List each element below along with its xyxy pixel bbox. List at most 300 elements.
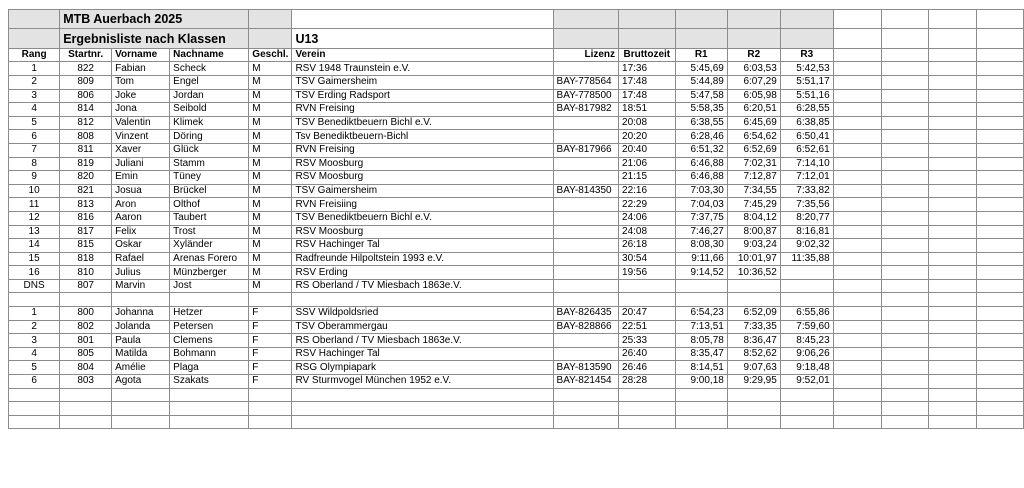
cell-verein[interactable]: RSV Moosburg — [292, 171, 553, 185]
cell[interactable] — [881, 171, 928, 185]
cell[interactable] — [881, 103, 928, 117]
cell-verein[interactable]: RSG Olympiapark — [292, 361, 553, 375]
cell[interactable] — [833, 307, 881, 321]
cell-startnr[interactable]: 818 — [60, 252, 112, 266]
cell[interactable] — [833, 375, 881, 389]
cell-r1[interactable]: 5:58,35 — [675, 103, 727, 117]
cell-bruttozeit[interactable]: 17:48 — [619, 89, 676, 103]
cell[interactable] — [976, 157, 1023, 171]
cell-lizenz[interactable]: BAY-813590 — [553, 361, 618, 375]
cell-vorname[interactable]: Xaver — [112, 143, 170, 157]
cell[interactable] — [292, 388, 553, 402]
cell-nachname[interactable]: Brückel — [170, 184, 249, 198]
cell-rang[interactable]: 6 — [9, 130, 60, 144]
cell[interactable] — [881, 89, 928, 103]
cell-geschl[interactable]: M — [249, 252, 292, 266]
cell[interactable] — [170, 415, 249, 429]
cell[interactable] — [9, 293, 60, 307]
cell[interactable] — [833, 48, 881, 62]
cell-nachname[interactable]: Olthof — [170, 198, 249, 212]
cell-r1[interactable]: 8:35,47 — [675, 347, 727, 361]
cell[interactable] — [675, 293, 727, 307]
cell-bruttozeit[interactable]: 17:48 — [619, 75, 676, 89]
cell-lizenz[interactable]: BAY-778564 — [553, 75, 618, 89]
cell[interactable] — [727, 293, 780, 307]
cell-vorname[interactable]: Agota — [112, 375, 170, 389]
cell[interactable] — [976, 116, 1023, 130]
cell-vorname[interactable]: Fabian — [112, 62, 170, 76]
cell-rang[interactable]: 5 — [9, 116, 60, 130]
cell[interactable] — [881, 388, 928, 402]
cell[interactable] — [928, 361, 976, 375]
cell[interactable] — [833, 415, 881, 429]
cell-r1[interactable]: 8:14,51 — [675, 361, 727, 375]
cell-nachname[interactable]: Döring — [170, 130, 249, 144]
cell-nachname[interactable]: Glück — [170, 143, 249, 157]
cell-rang[interactable]: 2 — [9, 320, 60, 334]
cell-geschl[interactable]: M — [249, 279, 292, 293]
cell[interactable] — [833, 171, 881, 185]
cell[interactable] — [833, 116, 881, 130]
cell[interactable] — [675, 388, 727, 402]
cell-bruttozeit[interactable]: 24:08 — [619, 225, 676, 239]
cell[interactable] — [881, 347, 928, 361]
cell-geschl[interactable]: M — [249, 198, 292, 212]
cell[interactable] — [976, 402, 1023, 416]
cell-geschl[interactable]: F — [249, 320, 292, 334]
cell-nachname[interactable]: Taubert — [170, 211, 249, 225]
cell-lizenz[interactable] — [553, 279, 618, 293]
cell-bruttozeit[interactable]: 30:54 — [619, 252, 676, 266]
cell-rang[interactable]: 14 — [9, 239, 60, 253]
cell[interactable] — [292, 402, 553, 416]
cell-rang[interactable]: 15 — [9, 252, 60, 266]
cell[interactable] — [112, 415, 170, 429]
cell-bruttozeit[interactable]: 28:28 — [619, 375, 676, 389]
cell[interactable] — [881, 130, 928, 144]
header-vorname[interactable]: Vorname — [112, 48, 170, 62]
cell[interactable] — [833, 184, 881, 198]
cell[interactable] — [780, 402, 833, 416]
cell-lizenz[interactable] — [553, 198, 618, 212]
cell[interactable] — [928, 266, 976, 280]
cell[interactable] — [881, 75, 928, 89]
cell[interactable] — [833, 334, 881, 348]
cell-vorname[interactable]: Rafael — [112, 252, 170, 266]
cell-startnr[interactable]: 800 — [60, 307, 112, 321]
header-rang[interactable]: Rang — [9, 48, 60, 62]
cell[interactable] — [976, 307, 1023, 321]
cell-vorname[interactable]: Julius — [112, 266, 170, 280]
cell-vorname[interactable]: Amélie — [112, 361, 170, 375]
cell[interactable] — [60, 415, 112, 429]
cell-vorname[interactable]: Marvin — [112, 279, 170, 293]
cell[interactable] — [928, 375, 976, 389]
cell-nachname[interactable]: Arenas Forero — [170, 252, 249, 266]
cell-r1[interactable]: 8:05,78 — [675, 334, 727, 348]
cell-r2[interactable]: 8:00,87 — [727, 225, 780, 239]
cell[interactable] — [112, 293, 170, 307]
cell[interactable] — [619, 29, 676, 48]
cell[interactable] — [928, 103, 976, 117]
cell-vorname[interactable]: Aaron — [112, 211, 170, 225]
cell-vorname[interactable]: Emin — [112, 171, 170, 185]
cell-r2[interactable] — [727, 279, 780, 293]
cell-lizenz[interactable]: BAY-821454 — [553, 375, 618, 389]
header-lizenz[interactable]: Lizenz — [553, 48, 618, 62]
cell-r3[interactable]: 9:18,48 — [780, 361, 833, 375]
cell[interactable] — [833, 402, 881, 416]
cell[interactable] — [881, 334, 928, 348]
cell-r2[interactable]: 8:04,12 — [727, 211, 780, 225]
cell[interactable] — [976, 388, 1023, 402]
cell-r1[interactable]: 7:04,03 — [675, 198, 727, 212]
cell[interactable] — [881, 293, 928, 307]
cell[interactable] — [619, 402, 676, 416]
cell-vorname[interactable]: Matilda — [112, 347, 170, 361]
cell[interactable] — [9, 415, 60, 429]
cell-bruttozeit[interactable]: 21:15 — [619, 171, 676, 185]
cell[interactable] — [833, 320, 881, 334]
cell[interactable] — [976, 62, 1023, 76]
cell-geschl[interactable]: M — [249, 266, 292, 280]
cell-r2[interactable]: 6:05,98 — [727, 89, 780, 103]
cell[interactable] — [881, 225, 928, 239]
cell[interactable] — [976, 198, 1023, 212]
cell-rang[interactable]: 3 — [9, 334, 60, 348]
class-label[interactable]: U13 — [292, 29, 553, 48]
cell-startnr[interactable]: 815 — [60, 239, 112, 253]
cell[interactable] — [780, 293, 833, 307]
cell[interactable] — [976, 10, 1023, 29]
cell[interactable] — [928, 171, 976, 185]
cell[interactable] — [881, 402, 928, 416]
cell-r2[interactable]: 6:45,69 — [727, 116, 780, 130]
cell[interactable] — [976, 334, 1023, 348]
cell-vorname[interactable]: Valentin — [112, 116, 170, 130]
cell-r1[interactable]: 7:03,30 — [675, 184, 727, 198]
cell-r3[interactable]: 6:55,86 — [780, 307, 833, 321]
cell-r2[interactable]: 6:07,29 — [727, 75, 780, 89]
cell[interactable] — [833, 388, 881, 402]
cell-bruttozeit[interactable]: 24:06 — [619, 211, 676, 225]
cell-bruttozeit[interactable]: 26:46 — [619, 361, 676, 375]
cell-bruttozeit[interactable]: 18:51 — [619, 103, 676, 117]
cell[interactable] — [619, 293, 676, 307]
cell-geschl[interactable]: M — [249, 75, 292, 89]
cell-geschl[interactable]: F — [249, 361, 292, 375]
cell-startnr[interactable]: 821 — [60, 184, 112, 198]
cell[interactable] — [675, 415, 727, 429]
cell[interactable] — [727, 10, 780, 29]
cell-r2[interactable]: 9:07,63 — [727, 361, 780, 375]
cell-geschl[interactable]: M — [249, 211, 292, 225]
cell-r1[interactable]: 6:28,46 — [675, 130, 727, 144]
cell-bruttozeit[interactable] — [619, 279, 676, 293]
cell-lizenz[interactable] — [553, 252, 618, 266]
cell-verein[interactable]: RVN Freising — [292, 143, 553, 157]
cell[interactable] — [976, 130, 1023, 144]
cell[interactable] — [833, 198, 881, 212]
cell[interactable] — [881, 307, 928, 321]
cell[interactable] — [928, 75, 976, 89]
cell[interactable] — [9, 388, 60, 402]
cell-startnr[interactable]: 810 — [60, 266, 112, 280]
cell-r3[interactable]: 7:12,01 — [780, 171, 833, 185]
cell-r2[interactable]: 8:36,47 — [727, 334, 780, 348]
cell-rang[interactable]: 1 — [9, 307, 60, 321]
cell[interactable] — [619, 415, 676, 429]
cell-rang[interactable]: 7 — [9, 143, 60, 157]
cell-r1[interactable]: 6:54,23 — [675, 307, 727, 321]
cell[interactable] — [976, 75, 1023, 89]
cell-startnr[interactable]: 820 — [60, 171, 112, 185]
cell[interactable] — [928, 157, 976, 171]
cell-rang[interactable]: 12 — [9, 211, 60, 225]
cell[interactable] — [928, 89, 976, 103]
cell[interactable] — [881, 361, 928, 375]
cell[interactable] — [833, 211, 881, 225]
cell[interactable] — [249, 415, 292, 429]
cell-nachname[interactable]: Münzberger — [170, 266, 249, 280]
cell[interactable] — [976, 211, 1023, 225]
cell-r2[interactable]: 7:12,87 — [727, 171, 780, 185]
cell-r1[interactable]: 7:37,75 — [675, 211, 727, 225]
cell[interactable] — [976, 184, 1023, 198]
cell[interactable] — [833, 143, 881, 157]
cell[interactable] — [833, 89, 881, 103]
cell-r3[interactable]: 7:33,82 — [780, 184, 833, 198]
cell[interactable] — [249, 388, 292, 402]
cell-startnr[interactable]: 817 — [60, 225, 112, 239]
cell[interactable] — [976, 225, 1023, 239]
cell-rang[interactable]: 5 — [9, 361, 60, 375]
cell[interactable] — [881, 198, 928, 212]
cell[interactable] — [928, 334, 976, 348]
cell[interactable] — [928, 307, 976, 321]
cell-startnr[interactable]: 801 — [60, 334, 112, 348]
cell-bruttozeit[interactable]: 19:56 — [619, 266, 676, 280]
sheet-title[interactable]: MTB Auerbach 2025 — [60, 10, 249, 29]
cell-bruttozeit[interactable]: 20:47 — [619, 307, 676, 321]
cell-r1[interactable]: 5:44,89 — [675, 75, 727, 89]
cell-geschl[interactable]: M — [249, 116, 292, 130]
cell-r1[interactable]: 9:11,66 — [675, 252, 727, 266]
cell-r3[interactable]: 5:42,53 — [780, 62, 833, 76]
cell[interactable] — [553, 293, 618, 307]
cell-r1[interactable]: 6:38,55 — [675, 116, 727, 130]
cell[interactable] — [833, 252, 881, 266]
cell[interactable] — [928, 347, 976, 361]
cell[interactable] — [881, 279, 928, 293]
cell-rang[interactable]: 4 — [9, 347, 60, 361]
cell-r2[interactable]: 6:03,53 — [727, 62, 780, 76]
cell[interactable] — [928, 252, 976, 266]
header-startnr[interactable]: Startnr. — [60, 48, 112, 62]
cell-r3[interactable]: 6:38,85 — [780, 116, 833, 130]
cell[interactable] — [881, 48, 928, 62]
cell-vorname[interactable]: Vinzent — [112, 130, 170, 144]
cell[interactable] — [928, 279, 976, 293]
cell[interactable] — [675, 402, 727, 416]
cell-nachname[interactable]: Jost — [170, 279, 249, 293]
cell[interactable] — [976, 171, 1023, 185]
cell[interactable] — [727, 415, 780, 429]
cell-startnr[interactable]: 809 — [60, 75, 112, 89]
cell-bruttozeit[interactable]: 25:33 — [619, 334, 676, 348]
cell-r2[interactable]: 6:20,51 — [727, 103, 780, 117]
cell[interactable] — [292, 10, 553, 29]
cell[interactable] — [833, 347, 881, 361]
cell[interactable] — [553, 10, 618, 29]
cell-startnr[interactable]: 819 — [60, 157, 112, 171]
cell-r3[interactable] — [780, 279, 833, 293]
cell-lizenz[interactable] — [553, 334, 618, 348]
cell[interactable] — [675, 29, 727, 48]
cell-lizenz[interactable] — [553, 266, 618, 280]
cell-lizenz[interactable] — [553, 157, 618, 171]
cell-rang[interactable]: 1 — [9, 62, 60, 76]
cell-nachname[interactable]: Seibold — [170, 103, 249, 117]
cell[interactable] — [881, 157, 928, 171]
cell-vorname[interactable]: Johanna — [112, 307, 170, 321]
cell[interactable] — [976, 103, 1023, 117]
cell-nachname[interactable]: Szakats — [170, 375, 249, 389]
cell[interactable] — [928, 29, 976, 48]
cell[interactable] — [249, 293, 292, 307]
cell[interactable] — [976, 347, 1023, 361]
cell-vorname[interactable]: Juliani — [112, 157, 170, 171]
cell[interactable] — [170, 293, 249, 307]
cell-lizenz[interactable]: BAY-817966 — [553, 143, 618, 157]
cell[interactable] — [881, 375, 928, 389]
cell-r1[interactable]: 7:13,51 — [675, 320, 727, 334]
cell[interactable] — [833, 10, 881, 29]
cell-verein[interactable]: RSV Moosburg — [292, 157, 553, 171]
cell[interactable] — [9, 402, 60, 416]
cell-nachname[interactable]: Jordan — [170, 89, 249, 103]
cell[interactable] — [9, 10, 60, 29]
cell-r1[interactable]: 8:08,30 — [675, 239, 727, 253]
cell-r2[interactable]: 8:52,62 — [727, 347, 780, 361]
cell-r2[interactable]: 10:36,52 — [727, 266, 780, 280]
cell-geschl[interactable]: M — [249, 89, 292, 103]
cell-nachname[interactable]: Bohmann — [170, 347, 249, 361]
cell-rang[interactable]: 4 — [9, 103, 60, 117]
cell[interactable] — [780, 415, 833, 429]
cell-r3[interactable]: 8:16,81 — [780, 225, 833, 239]
cell-startnr[interactable]: 803 — [60, 375, 112, 389]
cell[interactable] — [727, 29, 780, 48]
cell[interactable] — [170, 402, 249, 416]
cell[interactable] — [833, 361, 881, 375]
cell-startnr[interactable]: 804 — [60, 361, 112, 375]
cell[interactable] — [292, 293, 553, 307]
cell-r1[interactable] — [675, 279, 727, 293]
cell[interactable] — [249, 10, 292, 29]
cell[interactable] — [881, 10, 928, 29]
cell[interactable] — [928, 48, 976, 62]
cell[interactable] — [976, 252, 1023, 266]
cell-startnr[interactable]: 806 — [60, 89, 112, 103]
cell-r3[interactable]: 11:35,88 — [780, 252, 833, 266]
cell-startnr[interactable]: 816 — [60, 211, 112, 225]
cell[interactable] — [553, 415, 618, 429]
cell-r3[interactable]: 9:06,26 — [780, 347, 833, 361]
cell-nachname[interactable]: Petersen — [170, 320, 249, 334]
cell-r1[interactable]: 9:00,18 — [675, 375, 727, 389]
cell-verein[interactable]: TSV Benediktbeuern Bichl e.V. — [292, 116, 553, 130]
cell-r1[interactable]: 5:45,69 — [675, 62, 727, 76]
cell[interactable] — [619, 388, 676, 402]
cell[interactable] — [928, 415, 976, 429]
cell[interactable] — [976, 143, 1023, 157]
header-geschl[interactable]: Geschl. — [249, 48, 292, 62]
cell[interactable] — [928, 184, 976, 198]
cell-verein[interactable]: RV Sturmvogel München 1952 e.V. — [292, 375, 553, 389]
cell-bruttozeit[interactable]: 21:06 — [619, 157, 676, 171]
cell[interactable] — [112, 402, 170, 416]
cell-r2[interactable]: 6:52,69 — [727, 143, 780, 157]
cell-lizenz[interactable] — [553, 239, 618, 253]
cell-verein[interactable]: RSV Moosburg — [292, 225, 553, 239]
cell-r3[interactable]: 7:59,60 — [780, 320, 833, 334]
cell[interactable] — [976, 239, 1023, 253]
cell-r3[interactable]: 6:28,55 — [780, 103, 833, 117]
cell[interactable] — [170, 388, 249, 402]
cell-startnr[interactable]: 812 — [60, 116, 112, 130]
cell-lizenz[interactable] — [553, 62, 618, 76]
cell-r2[interactable]: 9:03,24 — [727, 239, 780, 253]
cell-geschl[interactable]: F — [249, 347, 292, 361]
cell-vorname[interactable]: Oskar — [112, 239, 170, 253]
cell-verein[interactable]: TSV Gaimersheim — [292, 184, 553, 198]
cell-geschl[interactable]: M — [249, 225, 292, 239]
cell[interactable] — [112, 388, 170, 402]
cell[interactable] — [292, 415, 553, 429]
cell[interactable] — [881, 320, 928, 334]
cell-verein[interactable]: RVN Freising — [292, 103, 553, 117]
cell[interactable] — [833, 266, 881, 280]
cell[interactable] — [928, 293, 976, 307]
cell-verein[interactable]: RS Oberland / TV Miesbach 1863e.V. — [292, 334, 553, 348]
cell-verein[interactable]: TSV Erding Radsport — [292, 89, 553, 103]
cell-r2[interactable]: 9:29,95 — [727, 375, 780, 389]
cell-nachname[interactable]: Hetzer — [170, 307, 249, 321]
cell-bruttozeit[interactable]: 20:40 — [619, 143, 676, 157]
cell[interactable] — [727, 402, 780, 416]
cell-vorname[interactable]: Felix — [112, 225, 170, 239]
cell[interactable] — [833, 293, 881, 307]
cell-lizenz[interactable] — [553, 211, 618, 225]
cell[interactable] — [928, 10, 976, 29]
cell-r2[interactable]: 6:54,62 — [727, 130, 780, 144]
cell-nachname[interactable]: Plaga — [170, 361, 249, 375]
cell-geschl[interactable]: M — [249, 62, 292, 76]
cell[interactable] — [60, 293, 112, 307]
cell-bruttozeit[interactable]: 22:16 — [619, 184, 676, 198]
cell[interactable] — [780, 10, 833, 29]
cell-r1[interactable]: 9:14,52 — [675, 266, 727, 280]
header-nachname[interactable]: Nachname — [170, 48, 249, 62]
cell-rang[interactable]: 11 — [9, 198, 60, 212]
cell-geschl[interactable]: M — [249, 143, 292, 157]
cell-r3[interactable]: 9:02,32 — [780, 239, 833, 253]
cell-startnr[interactable]: 822 — [60, 62, 112, 76]
cell[interactable] — [9, 29, 60, 48]
cell-verein[interactable]: TSV Gaimersheim — [292, 75, 553, 89]
cell-nachname[interactable]: Scheck — [170, 62, 249, 76]
